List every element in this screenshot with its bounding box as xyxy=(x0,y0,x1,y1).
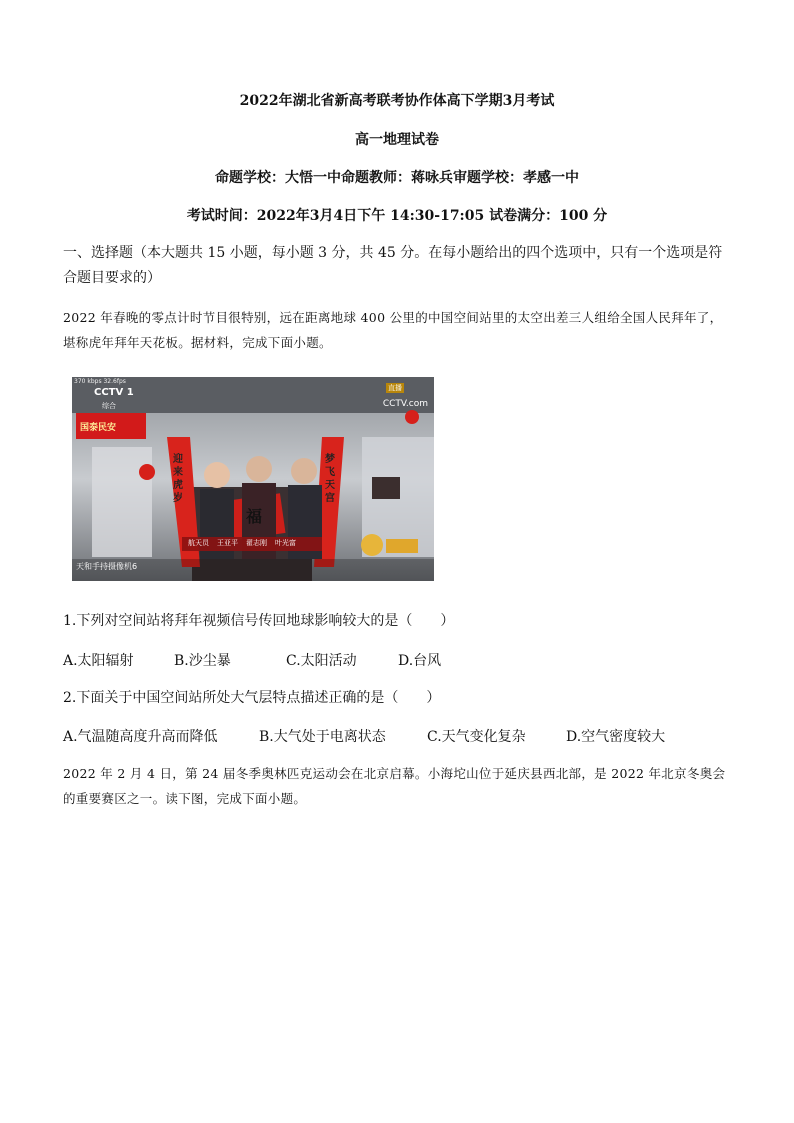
camera-label: 天和手持摄像机6 xyxy=(76,562,138,571)
cctv-logo: CCTV 1 xyxy=(94,387,134,398)
couplet-left: 迎来虎岁 xyxy=(173,454,183,504)
passage-2: 2022 年 2 月 4 日，第 24 届冬季奥林匹克运动会在北京启幕。小海坨山位于延庆县西北部，是 2022 年北京冬奥会的重要赛区之一。读下图，完成下面小题。 xyxy=(63,766,726,806)
astronaut-name: 王亚平 xyxy=(217,539,238,547)
authors-line: 命题学校：大悟一中命题教师：蒋咏兵审题学校：孝感一中 xyxy=(215,170,579,186)
q2-option-a: A.气温随高度升高而降低 xyxy=(63,729,218,745)
subject-title: 高一地理试卷 xyxy=(355,132,439,148)
exam-info: 考试时间：2022年3月4日下午 14:30-17:05 试卷满分：100 分 xyxy=(186,208,608,224)
q2-option-d: D.空气密度较大 xyxy=(566,729,666,745)
q2-option-b: B.大气处于电离状态 xyxy=(259,729,386,745)
cctv-com-logo: CCTV.com xyxy=(382,399,428,409)
astronaut-caption xyxy=(188,538,328,548)
question-2: 2.下面关于中国空间站所处大气层特点描述正确的是（ ） xyxy=(63,690,441,706)
couplet-right: 梦飞天宫 xyxy=(325,454,335,504)
q2-option-c: C.天气变化复杂 xyxy=(427,729,526,745)
space-station-photo xyxy=(72,377,434,581)
banner-left: 国泰民安 xyxy=(80,423,117,433)
astronaut-name: 翟志刚 xyxy=(246,539,267,547)
q1-option-b: B.沙尘暴 xyxy=(174,653,231,669)
stream-stats: 370 kbps 32.6fps xyxy=(74,378,126,385)
live-tag: 直播 xyxy=(388,384,402,392)
section-heading: 一、选择题（本大题共 15 小题，每小题 3 分，共 45 分。在每小题给出的四个选项中，只有一个选项是符合题目要求的） xyxy=(63,245,723,286)
caption-title: 航天员 xyxy=(188,539,209,547)
cctv-sub: 综合 xyxy=(102,402,116,410)
question-1: 1.下列对空间站将拜年视频信号传回地球影响较大的是（ ） xyxy=(63,613,455,629)
astronaut-name: 叶光富 xyxy=(275,539,296,547)
exam-title: 2022年湖北省新高考联考协作体高下学期3月考试 xyxy=(239,93,555,109)
q1-option-c: C.太阳活动 xyxy=(286,653,357,669)
q1-option-d: D.台风 xyxy=(398,653,442,669)
photo-illustration xyxy=(72,377,434,581)
q1-option-a: A.太阳辐射 xyxy=(63,653,134,669)
passage-1: 2022 年春晚的零点计时节目很特别，远在距离地球 400 公里的中国空间站里的太空出差三人组给全国人民拜年了，堪称虎年拜年天花板。据材料，完成下面小题。 xyxy=(63,310,723,350)
fu-character: 福 xyxy=(246,507,263,526)
